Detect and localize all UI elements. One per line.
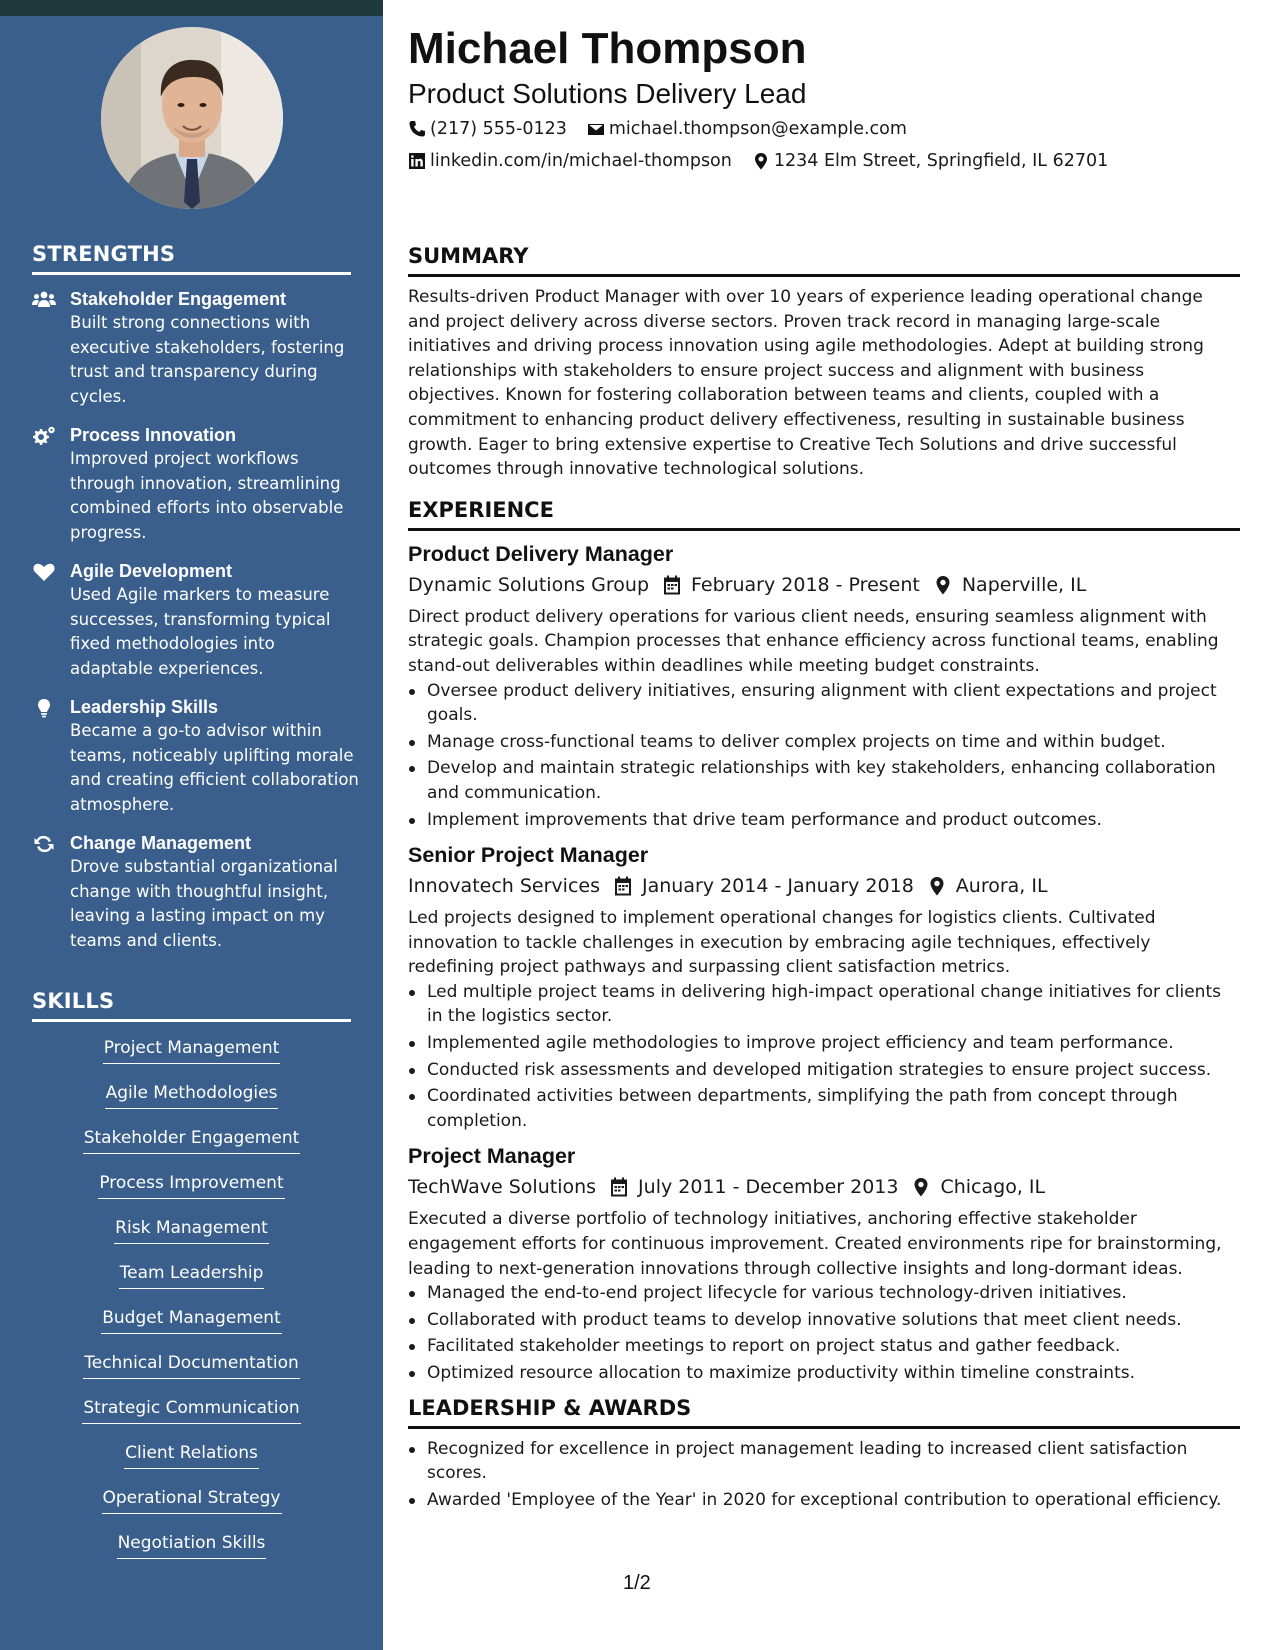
- job-bullet: Develop and maintain strategic relationships with key stakeholders, enhancing collaboration and communication.: [408, 756, 1240, 805]
- job-bullet: Managed the end-to-end project lifecycle for various technology-driven initiatives.: [408, 1281, 1240, 1306]
- strength-title: Stakeholder Engagement: [70, 289, 287, 309]
- job-dates-group: [663, 569, 920, 601]
- contact-row: [408, 146, 1238, 176]
- skill-item: [32, 1485, 351, 1530]
- skill-item: [32, 1530, 351, 1575]
- experience-section: [408, 496, 1240, 1386]
- skill-item: [32, 1215, 351, 1260]
- refresh-icon: [32, 831, 70, 953]
- job-company: Dynamic Solutions Group: [408, 573, 650, 596]
- avatar: [101, 27, 283, 209]
- job-bullet: Oversee product delivery initiatives, ensuring alignment with client expectations and project goals.: [408, 679, 1240, 728]
- job-company: Innovatech Services: [408, 875, 600, 898]
- address-contact: [752, 146, 1108, 176]
- job-bullet: Implement improvements that drive team performance and product outcomes.: [408, 808, 1240, 833]
- job-location-group: [912, 1171, 1045, 1203]
- job-entry: [408, 1141, 1240, 1385]
- phone-number: (217) 555-0123: [430, 119, 567, 139]
- job-bullet: Facilitated stakeholder meetings to report on project status and gather feedback.: [408, 1334, 1240, 1359]
- strengths-list: [32, 287, 362, 967]
- main-content: [408, 242, 1240, 1514]
- awards-list: [408, 1437, 1240, 1513]
- job-title: Product Delivery Manager: [408, 541, 674, 566]
- job-location-group: [934, 569, 1086, 601]
- job-bullet: Optimized resource allocation to maximize productivity within timeline constraints.: [408, 1361, 1240, 1386]
- summary-heading: SUMMARY: [408, 242, 1240, 277]
- awards-heading: LEADERSHIP & AWARDS: [408, 1394, 1240, 1429]
- page-number: 1/2: [623, 1572, 651, 1594]
- users-icon: [32, 287, 70, 409]
- calendar-icon: [663, 575, 681, 595]
- linkedin-contact[interactable]: [408, 146, 732, 176]
- strength-title: Change Management: [70, 833, 252, 853]
- skill-label: Process Improvement: [98, 1170, 284, 1199]
- experience-heading: EXPERIENCE: [408, 496, 1240, 531]
- job-description: Direct product delivery operations for various client needs, ensuring seamless alignment with strategic goals. Champion processes that enhance efficiency across functional teams, enabling stand-out deliverables within deadlines while meeting budget constraints.: [408, 606, 1219, 676]
- skill-label: Operational Strategy: [102, 1485, 282, 1514]
- strength-title: Process Innovation: [70, 425, 237, 445]
- job-dates: July 2011 - December 2013: [638, 1176, 899, 1199]
- skills-list: [32, 1035, 351, 1575]
- award-item: Awarded 'Employee of the Year' in 2020 for exceptional contribution to operational efficiency.: [408, 1488, 1240, 1513]
- job-bullets: [408, 1281, 1240, 1385]
- strength-item: [32, 559, 362, 681]
- strength-item: [32, 423, 362, 545]
- job-dates: February 2018 - Present: [691, 573, 920, 596]
- skill-label: Client Relations: [124, 1440, 259, 1469]
- job-company: TechWave Solutions: [408, 1176, 597, 1199]
- job-bullet: Coordinated activities between departments, simplifying the path from concept through completion.: [408, 1084, 1240, 1133]
- skill-label: Agile Methodologies: [105, 1080, 279, 1109]
- skill-label: Strategic Communication: [82, 1395, 300, 1424]
- skill-item: [32, 1170, 351, 1215]
- skill-label: Negotiation Skills: [117, 1530, 267, 1559]
- email-address: michael.thompson@example.com: [608, 119, 907, 139]
- summary-text: Results-driven Product Manager with over 10 years of experience leading operational change and project delivery across diverse sectors. Proven track record in managing large-scale initiatives and driving process innovation using agile methodologies. Adept at building strong relationships with stakeholders to ensure project success and alignment with business objectives. Known for fostering collaboration between teams and clients, coupled with a commitment to enhancing product delivery effectiveness, resulting in sustainable business growth. Eager to bring extensive expertise to Creative Tech Solutions and drive successful outcomes through innovative technological solutions.: [408, 287, 1204, 480]
- job-title: Senior Project Manager: [408, 843, 649, 868]
- skill-label: Risk Management: [114, 1215, 269, 1244]
- strength-description: Built strong connections with executive stakeholders, fostering trust and transparency during cycles.: [70, 313, 345, 406]
- awards-section: [408, 1394, 1240, 1513]
- resume-header: [408, 22, 1238, 176]
- job-meta: [408, 1171, 1240, 1203]
- map-pin-icon: [752, 152, 770, 170]
- job-bullet: Collaborated with product teams to develop innovative solutions that meet client needs.: [408, 1308, 1240, 1333]
- job-description: Executed a diverse portfolio of technology initiatives, anchoring effective stakeholder engagement efforts for continuous improvement. Created environments ripe for brainstorming, leading to next-generation innovations through collective insights and long-dormant ideas.: [408, 1209, 1222, 1279]
- job-bullets: [408, 679, 1240, 833]
- skill-item: [32, 1125, 351, 1170]
- strength-title: Agile Development: [70, 561, 233, 581]
- skill-label: Team Leadership: [119, 1260, 265, 1289]
- candidate-name: Michael Thompson: [408, 24, 807, 73]
- lightbulb-icon: [32, 695, 70, 817]
- job-bullet: Manage cross-functional teams to deliver complex projects on time and within budget.: [408, 730, 1240, 755]
- job-entry: [408, 840, 1240, 1133]
- job-location: Aurora, IL: [955, 875, 1048, 898]
- job-dates: January 2014 - January 2018: [642, 875, 914, 898]
- phone-contact[interactable]: [408, 114, 567, 144]
- job-location-group: [928, 870, 1048, 902]
- skill-item: [32, 1035, 351, 1080]
- skill-label: Budget Management: [101, 1305, 282, 1334]
- job-dates-group: [614, 870, 914, 902]
- map-pin-icon: [934, 575, 952, 595]
- strength-title: Leadership Skills: [70, 697, 219, 717]
- heart-icon: [32, 559, 70, 681]
- phone-icon: [408, 120, 426, 138]
- calendar-icon: [610, 1177, 628, 1197]
- job-bullet: Conducted risk assessments and developed mitigation strategies to ensure project success.: [408, 1058, 1240, 1083]
- linkedin-icon: [408, 152, 426, 170]
- strength-item: [32, 695, 362, 817]
- skill-item: [32, 1440, 351, 1485]
- job-bullets: [408, 980, 1240, 1134]
- envelope-icon: [587, 120, 605, 138]
- job-description: Led projects designed to implement operational changes for logistics clients. Cultivated innovation to tackle challenges in execution by embracing agile techniques, effectively redefining project pathways and surpassing client satisfaction metrics.: [408, 908, 1156, 978]
- skill-label: Project Management: [103, 1035, 281, 1064]
- skill-item: [32, 1350, 351, 1395]
- skills-heading: SKILLS: [32, 989, 351, 1022]
- strength-description: Improved project workflows through innovation, streamlining combined efforts into observable progress.: [70, 449, 344, 542]
- skill-label: Technical Documentation: [83, 1350, 300, 1379]
- strength-item: [32, 831, 362, 953]
- map-pin-icon: [928, 876, 946, 896]
- profile-photo: [101, 27, 283, 209]
- job-entry: [408, 539, 1240, 832]
- skill-item: [32, 1260, 351, 1305]
- skill-item: [32, 1395, 351, 1440]
- job-dates-group: [610, 1171, 898, 1203]
- contact-row: [408, 114, 1238, 144]
- award-item: Recognized for excellence in project management leading to increased client satisfaction scores.: [408, 1437, 1240, 1486]
- strength-description: Drove substantial organizational change with thoughtful insight, leaving a lasting impact on my teams and clients.: [70, 857, 338, 950]
- job-title: Project Manager: [408, 1144, 576, 1169]
- calendar-icon: [614, 876, 632, 896]
- strength-description: Used Agile markers to measure successes, transforming typical fixed methodologies into adaptable experiences.: [70, 585, 331, 678]
- strength-item: [32, 287, 362, 409]
- gears-icon: [32, 423, 70, 545]
- skill-label: Stakeholder Engagement: [83, 1125, 301, 1154]
- job-location: Naperville, IL: [961, 573, 1087, 596]
- job-meta: [408, 569, 1240, 601]
- strengths-heading: STRENGTHS: [32, 242, 351, 275]
- candidate-role: Product Solutions Delivery Lead: [408, 78, 807, 109]
- job-location: Chicago, IL: [940, 1176, 1046, 1199]
- email-contact[interactable]: [587, 114, 907, 144]
- skill-item: [32, 1080, 351, 1125]
- job-bullet: Led multiple project teams in delivering high-impact operational change initiatives for clients in the logistics sector.: [408, 980, 1240, 1029]
- linkedin-url: linkedin.com/in/michael-thompson: [430, 151, 732, 171]
- sidebar: [0, 0, 383, 1650]
- job-bullet: Implemented agile methodologies to improve project efficiency and team performance.: [408, 1031, 1240, 1056]
- strength-description: Became a go-to advisor within teams, noticeably uplifting morale and creating efficient collaboration atmosphere.: [70, 721, 359, 814]
- sidebar-top-bar: [0, 0, 383, 16]
- summary-section: [408, 242, 1240, 482]
- address: 1234 Elm Street, Springfield, IL 62701: [773, 151, 1109, 171]
- map-pin-icon: [912, 1177, 930, 1197]
- job-meta: [408, 870, 1240, 902]
- skill-item: [32, 1305, 351, 1350]
